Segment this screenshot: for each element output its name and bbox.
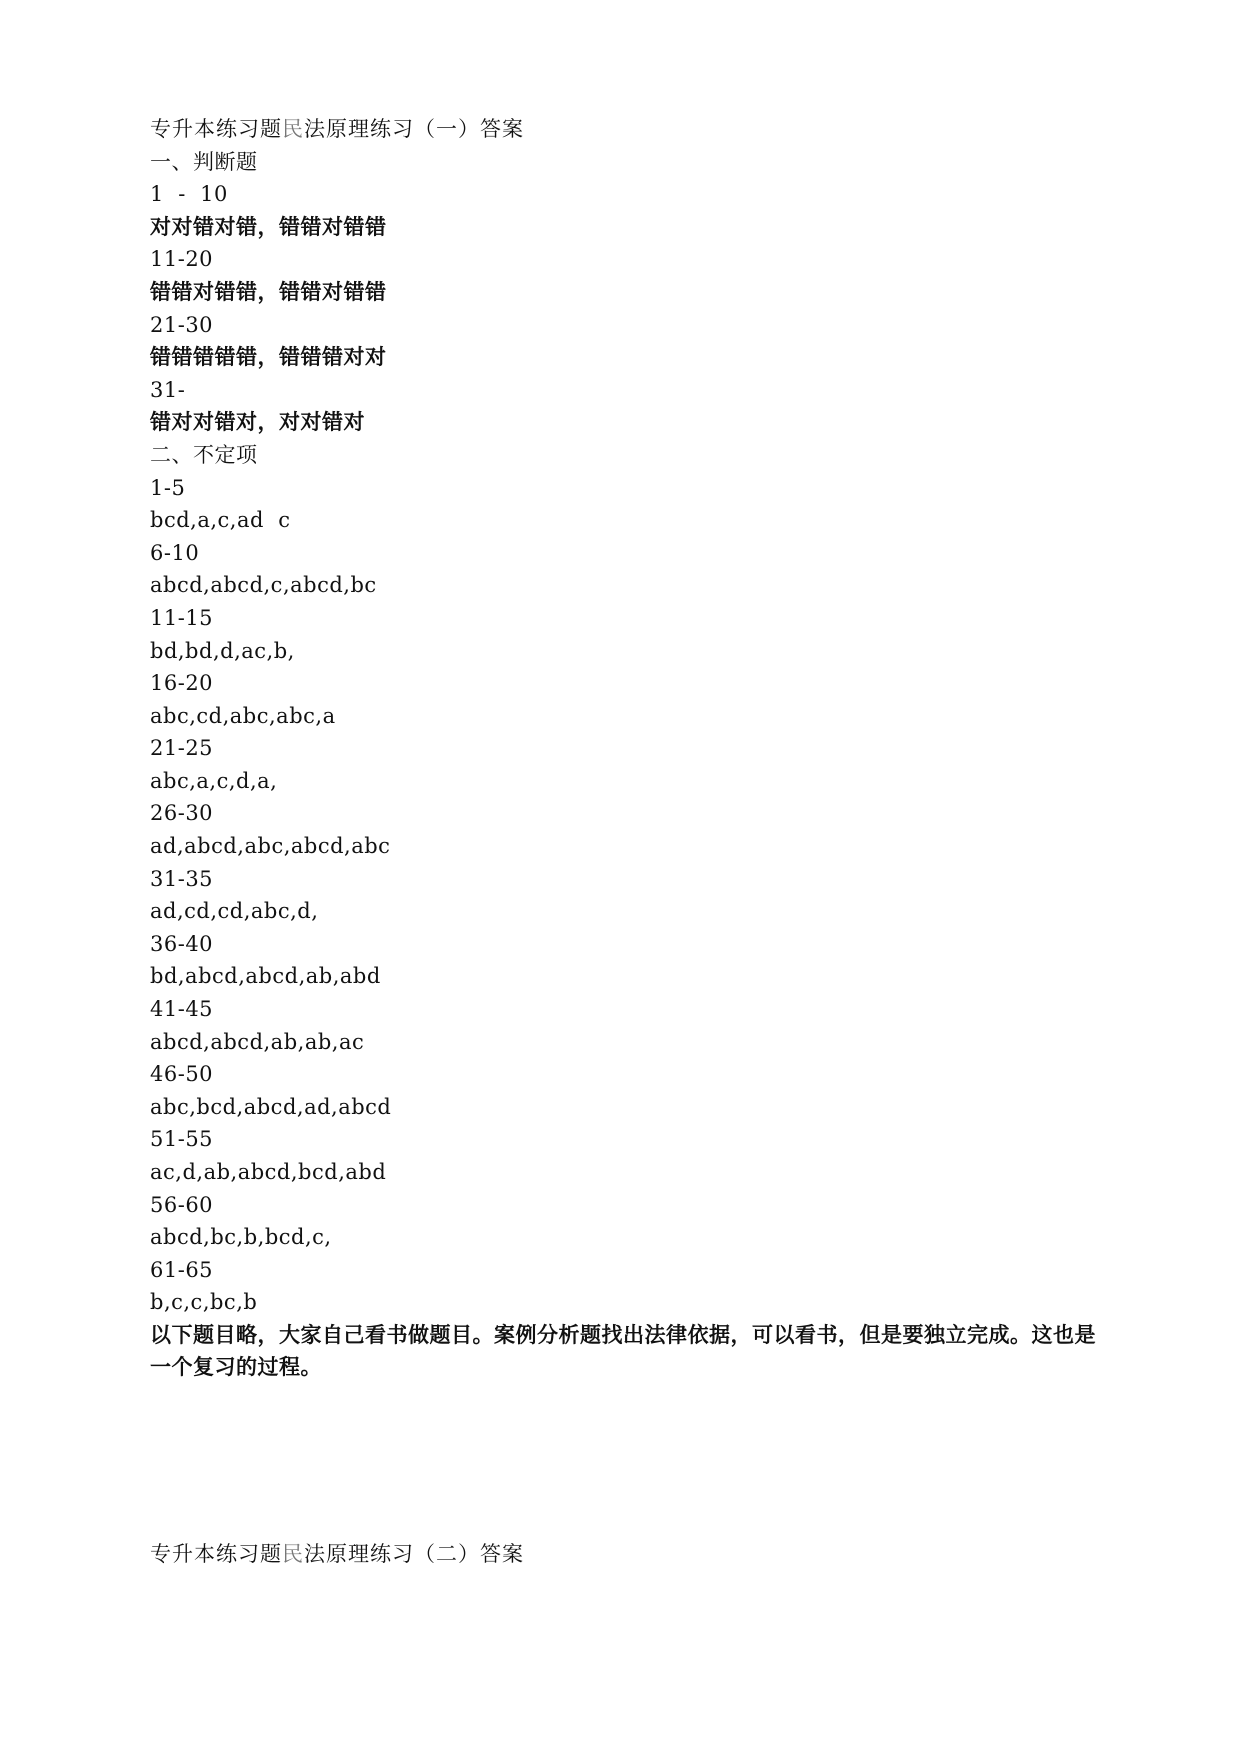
multi-range: 51-55 <box>150 1127 214 1152</box>
multi-answers: ad,cd,cd,abc,d, <box>150 899 319 924</box>
answer-section-1 <box>150 113 1110 1383</box>
title-mark: 民 <box>282 1542 304 1566</box>
title-suffix: 法原理练习（二）答案 <box>304 1542 524 1566</box>
multi-range: 1-5 <box>150 475 186 500</box>
title-prefix: 专升本练习题 <box>150 1542 282 1566</box>
multi-answers: abcd,abcd,c,abcd,bc <box>150 573 377 598</box>
judge-range: 1 - 10 <box>150 182 228 207</box>
multi-range: 36-40 <box>150 931 214 956</box>
multi-answers: bcd,a,c,ad c <box>150 508 291 533</box>
multi-answers: abcd,abcd,ab,ab,ac <box>150 1029 365 1054</box>
multi-answers: abc,bcd,abcd,ad,abcd <box>150 1094 392 1119</box>
multi-answers: abc,cd,abc,abc,a <box>150 703 336 728</box>
multi-range: 26-30 <box>150 801 214 826</box>
judge-range: 21-30 <box>150 312 214 337</box>
multi-range: 16-20 <box>150 671 214 696</box>
multi-answers: b,c,c,bc,b <box>150 1290 258 1315</box>
multi-range: 6-10 <box>150 540 200 565</box>
judge-range: 31- <box>150 377 186 402</box>
multi-answers: abc,a,c,d,a, <box>150 768 278 793</box>
judge-heading: 一、判断题 <box>150 149 258 174</box>
multi-answers: bd,bd,d,ac,b, <box>150 638 295 663</box>
judge-answers: 对对错对错，错错对错错 <box>150 213 387 239</box>
multi-range: 56-60 <box>150 1192 214 1217</box>
multi-answers: bd,abcd,abcd,ab,abd <box>150 964 381 989</box>
judge-answers: 错错错错错，错错错对对 <box>150 344 387 370</box>
multi-answers: abcd,bc,b,bcd,c, <box>150 1225 332 1250</box>
multi-answers: ac,d,ab,abcd,bcd,abd <box>150 1160 387 1184</box>
answer-section-2 <box>150 1538 1110 1571</box>
multi-heading: 二、不定项 <box>150 442 258 467</box>
title-suffix: 法原理练习（一）答案 <box>304 117 524 141</box>
section-title <box>150 1538 1110 1571</box>
multi-range: 21-25 <box>150 736 214 761</box>
multi-range: 11-15 <box>150 605 214 630</box>
closing-note: 以下题目略，大家自己看书做题目。案例分析题找出法律依据，可以看书，但是要独立完成。这也是一个复习的过程。 <box>150 1321 1096 1379</box>
judge-answers: 错对对错对，对对错对 <box>150 409 365 435</box>
multi-range: 31-35 <box>150 866 214 891</box>
section-title <box>150 113 1110 146</box>
judge-range: 11-20 <box>150 247 214 272</box>
multi-range: 46-50 <box>150 1062 214 1087</box>
judge-answers: 错错对错错，错错对错错 <box>150 278 387 304</box>
multi-range: 61-65 <box>150 1257 214 1282</box>
title-mark: 民 <box>282 117 304 141</box>
title-prefix: 专升本练习题 <box>150 117 282 141</box>
multi-answers: ad,abcd,abc,abcd,abc <box>150 834 391 859</box>
multi-range: 41-45 <box>150 997 214 1022</box>
